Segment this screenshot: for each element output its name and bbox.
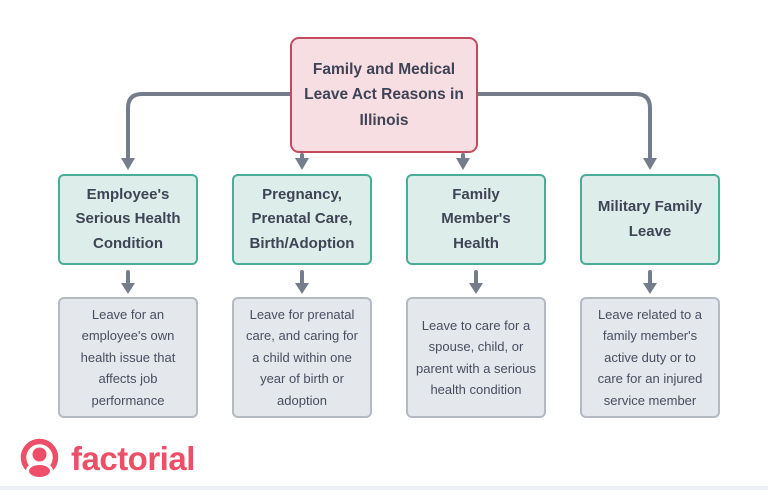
arrowhead-desc-2 [295,283,309,294]
arrowhead-branch-3 [456,158,470,170]
connector-root-to-branch-4 [477,94,650,158]
arrowhead-desc-1 [121,283,135,294]
branch-node-label: Military Family Leave [597,197,703,240]
branch-node-employee-health [58,174,198,265]
branch-node-label: Family Member's Health [441,185,511,252]
description-node-employee-health [58,297,198,418]
description-node-label: Leave for prenatal care, and caring for a child within one year of birth or adoption [245,306,358,408]
arrowhead-desc-4 [643,283,657,294]
description-node-label: Leave for an employee's own health issue that affects job performance [80,306,176,408]
branch-node-pregnancy [232,174,372,265]
description-node-label: Leave to care for a spouse, child, or parent with a serious health condition [416,317,536,397]
arrowhead-branch-1 [121,158,135,170]
branch-node-military-family-leave [580,174,720,265]
description-node-military-family-leave [580,297,720,418]
connector-root-to-branch-1 [128,94,291,158]
branch-node-label: Pregnancy, Prenatal Care, Birth/Adoption [249,185,355,252]
root-node [290,37,478,153]
bottom-border-strip [0,486,768,490]
description-node-pregnancy [232,297,372,418]
arrowhead-branch-4 [643,158,657,170]
arrowhead-branch-2 [295,158,309,170]
factorial-wordmark: factorial [71,439,195,477]
branch-node-label: Employee's Serious Health Condition [75,185,181,252]
description-node-label: Leave related to a family member's active duty or to care for an injured service member [597,306,703,408]
arrowhead-desc-3 [469,283,483,294]
branch-node-family-member-health [406,174,546,265]
person-in-circle-icon [17,436,62,481]
description-node-family-member-health [406,297,546,418]
factorial-logo [17,436,195,481]
root-node-label: Family and Medical Leave Act Reasons in Illinois [304,61,464,129]
